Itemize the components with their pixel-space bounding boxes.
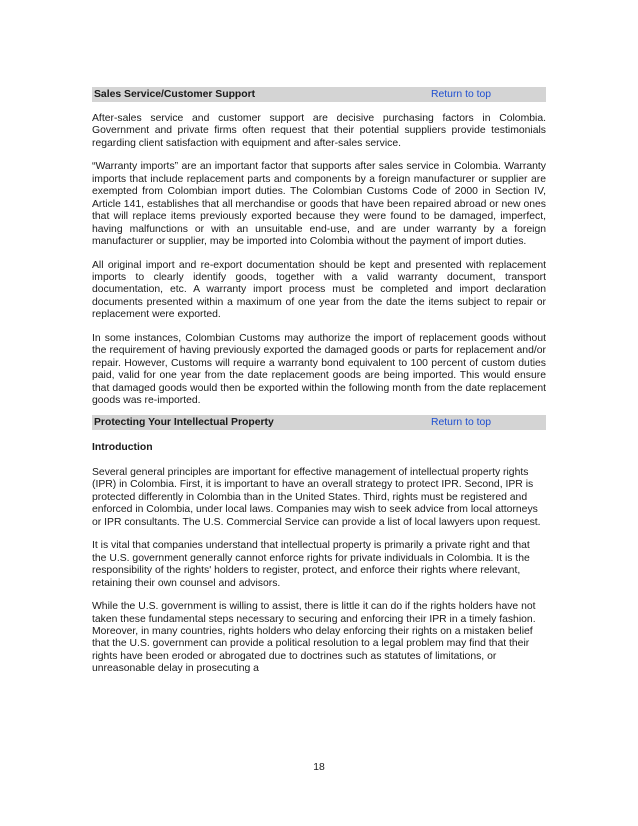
paragraph: All original import and re-export documentation should be kept and presented with replacement imports to clearly identify goods, together with a valid warranty document, transport documentation, etc. A warranty import process must be completed and import declaration documents presented within a maximum of one year from the date the items subject to repair or replacement were exported. (92, 259, 546, 321)
paragraph: Several general principles are important for effective management of intellectual property rights (IPR) in Colombia. First, it is important to have an overall strategy to protect IPR. Second, IPR is protected differently in Colombia than in the United States. Third, rights must be registered and enforced in Colombia, under local laws. Companies may wish to seek advice from local attorneys or IPR consultants. The U.S. Commercial Service can provide a list of local lawyers upon request. (92, 466, 541, 528)
paragraph: It is vital that companies understand that intellectual property is primarily a private right and that the U.S. government generally cannot enforce rights for private individuals in Colombia. It is the responsibility of the rights' holders to register, protect, and enforce their rights where relevant, retaining their own counsel and advisors. (92, 540, 530, 589)
paragraph: In some instances, Colombian Customs may authorize the import of replacement goods without the requirement of having previously exported the damaged goods or parts for replacement and/or repair. However, Customs will require a warranty bond equivalent to 100 percent of custom duties paid, valid for one year from the date replacement goods are being imported. This would ensure that damaged goods would then be exported within the following month from the date replacement goods was re-imported. (92, 332, 546, 407)
section-header-sales-service (92, 87, 546, 102)
return-to-top-link[interactable]: Return to top (431, 89, 492, 100)
page-number: 18 (313, 762, 325, 773)
section-header-ipr (92, 415, 546, 430)
paragraph: “Warranty imports” are an important factor that supports after sales service in Colombia. Warranty imports that include replacement parts and components by a foreign manufacturer or supplier are exempted from Colombian import duties. The Colombian Customs Code of 2000 in Section IV, Article 141, establishes that all merchandise or goods that have been repaired abroad or new ones that will replace items previously exported because they were found to be damaged, imperfect, having malfunctions or with an unsuitable end-use, and are under warranty by a foreign manufacturer or supplier, may be imported into Colombia without the payment of import duties. (92, 161, 546, 248)
section-title: Sales Service/Customer Support (94, 89, 256, 100)
subheading-introduction: Introduction (92, 441, 153, 453)
page-body (92, 87, 546, 676)
paragraph: While the U.S. government is willing to assist, there is little it can do if the rights holders have not taken these fundamental steps necessary to securing and enforcing their IPR in a timely fashion. Moreover, in many countries, rights holders who delay enforcing their rights on a mistaken belief that the U.S. government can provide a political resolution to a legal problem may find that their rights have been eroded or abrogated due to doctrines such as statutes of limitations, or unreasonable delay in prosecuting a (92, 601, 536, 675)
section-title: Protecting Your Intellectual Property (94, 416, 274, 428)
paragraph: After-sales service and customer support are decisive purchasing factors in Colombia. Government and private firms often request that their potential suppliers provide testimonials regarding client satisfaction with equipment and after-sales service. (92, 113, 546, 149)
return-to-top-link[interactable]: Return to top (431, 416, 492, 428)
